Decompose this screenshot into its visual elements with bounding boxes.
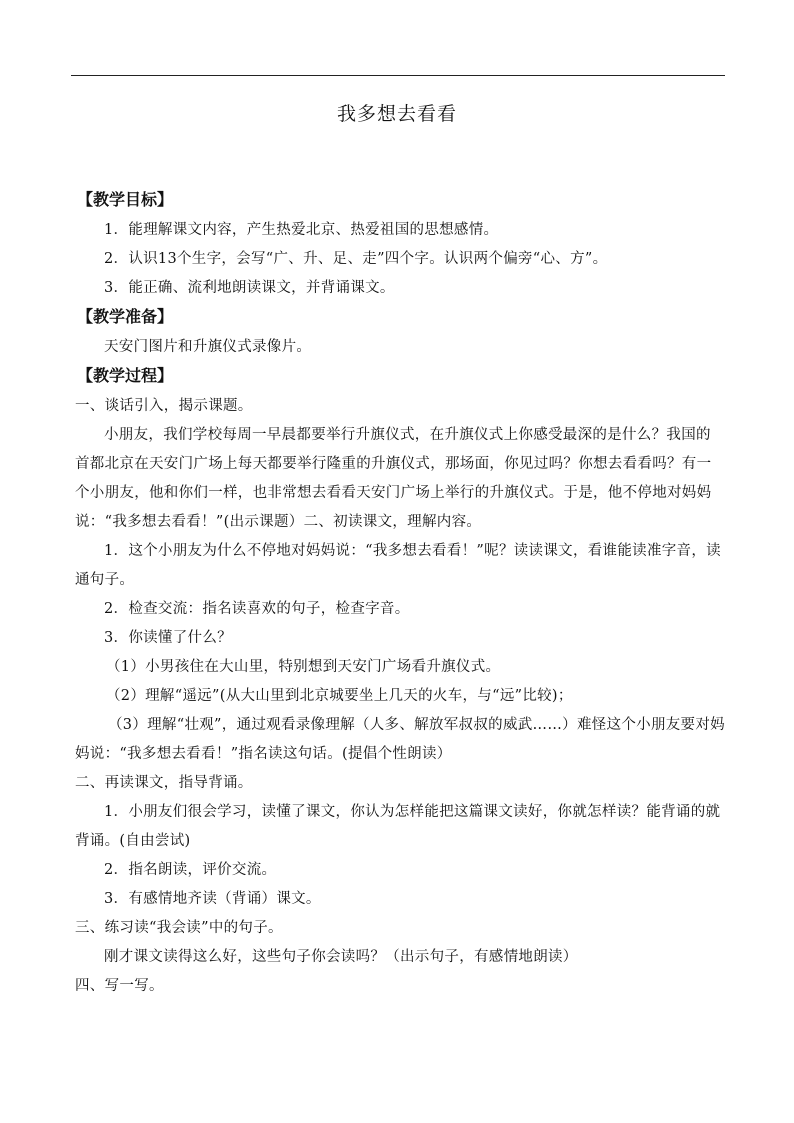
section-heading-process: 【教学过程】 <box>77 366 174 385</box>
step-2-sub-1: （1）小男孩住在大山里，特别想到天安门广场看升旗仪式。 <box>106 659 501 675</box>
header-rule <box>71 75 725 76</box>
step-2-item-1: 1．这个小朋友为什么不停地对妈妈说：“我多想去看看！”呢？读读课文，看谁能读准字音，读通句子。 <box>75 543 721 588</box>
section-heading-preparation: 【教学准备】 <box>77 307 174 326</box>
step-5-title: 四、写一写。 <box>75 978 164 994</box>
step-3-item-3: 3．有感情地齐读（背诵）课文。 <box>104 891 321 907</box>
step-2-item-3: 3．你读懂了什么？ <box>104 630 232 646</box>
step-1-title: 一、谈话引入，揭示课题。 <box>75 398 253 414</box>
step-4-title: 三、练习读“我会读”中的句子。 <box>75 920 283 936</box>
preparation-text: 天安门图片和升旗仪式录像片。 <box>104 339 312 355</box>
step-3-item-2: 2．指名朗读，评价交流。 <box>104 862 277 878</box>
step-2-item-2: 2．检查交流：指名读喜欢的句子，检查字音。 <box>104 601 410 617</box>
step-4-paragraph: 刚才课文读得这么好，这些句子你会读吗？（出示句子，有感情地朗读） <box>104 949 578 965</box>
goal-item-1: 1．能理解课文内容，产生热爱北京、热爱祖国的思想感情。 <box>104 222 499 238</box>
step-1-paragraph: 小朋友，我们学校每周一早晨都要举行升旗仪式，在升旗仪式上你感受最深的是什么？我国的首都北京在天安门广场上每天都要举行隆重的升旗仪式，那场面，你见过吗？你想去看看吗？有一个小朋友，他和你们一样，也非常想去看看天安门广场上举行的升旗仪式。于是，他不停地对妈妈说：“我多想去看看！”(出示课题）二、初读课文，理解内容。 <box>75 427 712 530</box>
document-body <box>75 186 725 1001</box>
section-heading-goals: 【教学目标】 <box>77 190 174 209</box>
goal-item-3: 3．能正确、流利地朗读课文，并背诵课文。 <box>104 280 395 296</box>
document-title: 我多想去看看 <box>336 103 457 125</box>
goal-item-2: 2．认识13个生字，会写“广、升、足、走”四个字。认识两个偏旁“心、方”。 <box>104 251 608 267</box>
step-3-title: 二、再读课文，指导背诵。 <box>75 775 253 791</box>
step-2-sub-3: （3）理解“壮观”，通过观看录像理解（人多、解放军叔叔的威武……）难怪这个小朋友要对妈妈说：“我多想去看看！”指名读这句话。(提倡个性朗读） <box>75 717 725 762</box>
step-3-item-1: 1．小朋友们很会学习，读懂了课文，你认为怎样能把这篇课文读好，你就怎样读？能背诵的就背诵。(自由尝试) <box>75 804 721 849</box>
step-2-sub-2: （2）理解“遥远”(从大山里到北京城要坐上几天的火车，与“远”比较)； <box>106 688 573 704</box>
